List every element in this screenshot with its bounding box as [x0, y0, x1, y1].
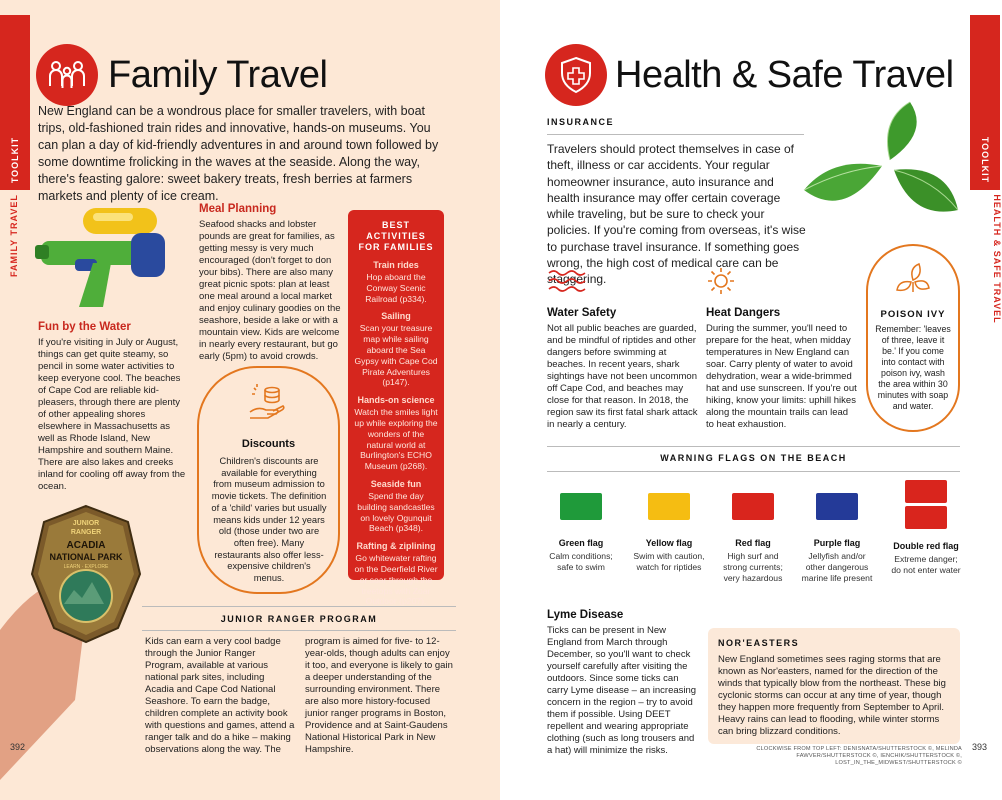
activity-text: Scan your treasure map while sailing aboard the Sea Gypsy with Cape Cod Pirate Adventures (p147).: [354, 323, 438, 388]
flag-name: Green flag: [558, 538, 604, 548]
photo-credits: CLOCKWISE FROM TOP LEFT: DENISNATA/SHUTTERSTOCK ©, MELINDA FAWVER/SHUTTERSTOCK ©, IENCHIK/SHUTTERSTOCK ©, LOST_IN_THE_MIDWEST/SHUTTERSTOCK ©: [756, 746, 962, 766]
activity-name: Sailing: [381, 311, 411, 322]
noreasters-heading: NOR'EASTERS: [718, 638, 800, 648]
badge-line-3: ACADIA: [66, 540, 106, 551]
lyme-disease-text: Ticks can be present in New England from March through December, so you'll want to check yourself carefully after visiting the outdoors. Since some ticks can carry Lyme disease – an increasing concern in the region – try to avoid them if possible. Using DEET repellent and wearing appropriate clothing (such as long trousers and a hat) will minimize the risks.: [547, 625, 697, 756]
fun-by-water-heading: Fun by the Water: [38, 321, 131, 333]
heat-dangers-heading: Heat Dangers: [706, 307, 781, 319]
activity-name: Seaside fun: [370, 478, 422, 489]
health-icon-circle: [545, 44, 607, 106]
insurance-text: Travelers should protect themselves in case of theft, illness or car accidents. Your regular homeowner insurance, auto insurance and health insurance may offer certain coverage while traveling, but be sure to check your policies. If you're coming from overseas, it's wise to purchase travel insurance. If something goes wrong, the high cost of medical care can be staggering.: [547, 142, 806, 287]
flag-text: High surf and strong currents; very hazardous: [723, 551, 783, 583]
activity-text: Spend the day building sandcastles on lovely Ogunquit Beach (p348).: [357, 490, 435, 534]
best-activity-list: [348, 260, 444, 607]
fun-by-water-text: If you're visiting in July or August, things can get quite steamy, so pencil in some water activities to keep everyone cool. The beaches of Cape Cod are reliable kid-pleasers, through there are plenty of other appealing shores elsewhere in Massachusetts as well as Rhode Island, New Hampshire and southern Maine. There are also lakes and creeks inland for cooling off away from the ocean.: [38, 337, 186, 492]
page-title: Family Travel: [108, 54, 328, 96]
family-icon-circle: [36, 44, 98, 106]
toolkit-tab: [0, 15, 30, 190]
warning-flags-heading: WARNING FLAGS ON THE BEACH: [660, 453, 847, 463]
best-activities-title: BEST ACTIVITIES FOR FAMILIES: [358, 220, 434, 252]
heat-dangers-text: During the summer, you'll need to prepare for the heat, when midday temperatures in New England can soar. Carry plenty of water to avoid dehydration, wear a wide-brimmed hat and use sunscreen. If you're out hiking, know your limits: uphill hikes along the mountain trails can lead to heat exhaustion.: [706, 323, 857, 430]
waves-icon: [547, 268, 587, 294]
activity-name: Train rides: [373, 260, 419, 270]
flag-text: Calm conditions; safe to swim: [549, 551, 613, 572]
red-flag-icon: [732, 493, 774, 520]
page-number-right: 393: [972, 742, 988, 752]
junior-ranger-badge-image: [0, 500, 150, 800]
ranger-rule-bottom: [142, 630, 456, 631]
purple-flag-icon: [816, 493, 858, 520]
activity-text: Go whitewater rafting on the Deerfield River or soar through the treetops with Zoar Outdoor (p207).: [354, 553, 438, 607]
ranger-rule-top: [142, 606, 456, 607]
activity-text: Watch the smiles light up while exploring the wonders of the natural world at Burlington's ECHO Museum (p268).: [354, 407, 438, 472]
double-red-flag-icon: [905, 480, 947, 529]
junior-ranger-col-1: Kids can earn a very cool badge through the Junior Ranger Program, available at various national park sites, including Acadia and Cape Cod National Seashore. To earn the badge, children complete an activity book with questions and games, attend a ranger talk and do a hike – making observations along the way. The: [145, 636, 295, 755]
section-label: HEALTH & SAFE TRAVEL: [992, 194, 1002, 324]
activity-name: Hands-on science: [357, 395, 435, 406]
left-page: [0, 0, 500, 800]
intro-text: New England can be a wondrous place for smaller travelers, with boat trips, old-fashioned train rides and innovative, hands-on museums. You can plan a day of kid-friendly adventures in and around town followed by some downtime frolicking in the waves at the seaside. Along the way, there's feasting galore: sweet bakery treats, fresh berries at farmers markets and plenty of ice cream.: [38, 104, 439, 203]
noreasters-box: [708, 628, 960, 744]
activity-item: [348, 479, 444, 534]
poison-ivy-panel: [866, 244, 960, 432]
toolkit-tab-label: TOOLKIT: [980, 136, 990, 184]
leaf-icon: [895, 262, 931, 294]
water-safety-text: Not all public beaches are guarded, and be mindful of riptides and other dangers before swimming at beaches. In recent years, shark sightings have not been uncommon off Cape Cod, and beaches may close for that reason. In 2018, the region saw its first fatal shark attack in nearly a century.: [547, 323, 698, 430]
hand-coins-icon: [246, 382, 292, 422]
activity-name: Rafting & ziplining: [356, 541, 436, 552]
water-gun-image: [35, 203, 185, 313]
discounts-heading: Discounts: [241, 438, 296, 450]
best-activities-box: [348, 210, 444, 607]
poison-ivy-text: Remember: 'leaves of three, leave it be.' If you come into contact with poison ivy, wash the area within 30 minutes with soap and water.: [875, 324, 951, 411]
discounts-panel: [197, 366, 340, 594]
flag-item-yellow: [632, 492, 706, 573]
activity-item: [348, 260, 444, 304]
meal-planning-heading: Meal Planning: [199, 203, 277, 215]
yellow-flag-icon: [648, 493, 690, 520]
junior-ranger-col-2: program is aimed for five- to 12-year-olds, though adults can enjoy it too, and everyone is likely to gain a deeper understanding of the surrounding environment. There are also more history-focused junior ranger programs in Boston, Providence and at Saint-Gaudens National Historical Park in New Hampshire.: [305, 636, 453, 755]
insurance-rule: [547, 134, 804, 135]
flag-name: Purple flag: [813, 538, 861, 548]
activity-item: [348, 541, 444, 607]
badge-line-5: LEARN · EXPLORE: [63, 564, 109, 570]
flags-rule-top: [547, 446, 960, 447]
green-flag-icon: [560, 493, 602, 520]
flag-text: Jellyfish and/or other dangerous marine life present: [801, 551, 873, 583]
activity-text: Hop aboard the Conway Scenic Railroad (p334).: [365, 272, 427, 304]
flag-item-red: [716, 492, 790, 583]
flag-text: Swim with caution, watch for riptides: [633, 551, 705, 572]
shield-cross-icon: [545, 44, 607, 106]
toolkit-tab-label: TOOLKIT: [10, 136, 20, 184]
lyme-disease-heading: Lyme Disease: [547, 609, 624, 621]
activity-item: [348, 311, 444, 388]
water-safety-heading: Water Safety: [547, 307, 617, 319]
poison-ivy-leaves-image: [800, 100, 960, 250]
flag-item-purple: [800, 492, 874, 583]
poison-ivy-heading: POISON IVY: [880, 309, 946, 320]
badge-line-4: NATIONAL PARK: [49, 552, 123, 562]
sun-icon: [706, 266, 736, 296]
right-page: [500, 0, 1000, 800]
flag-item-green: [544, 492, 618, 573]
activity-item: [348, 395, 444, 472]
flag-item-double-red: [889, 480, 963, 576]
page-number-left: 392: [10, 742, 26, 752]
meal-planning-text: Seafood shacks and lobster pounds are great for families, as getting messy is very much encouraged (don't forget to don your bibs). There are also many great picnic spots: plan at least one meal around a local market and enjoy culinary goodies on the seashore, beside a lake or with a mountain view. Kids are welcome in nearly every restaurant, but go early (5pm) to avoid crowds.: [199, 219, 341, 362]
flag-name: Yellow flag: [645, 538, 693, 548]
noreasters-text: New England sometimes sees raging storms that are known as Nor'easters, named for the direction of the winds that typically blow from the northeast. These big cyclonic storms can occur at any time of year, though they happen more frequently from September to April. Heavy rains can lead to flooding, while winter storms can bring blizzard conditions.: [718, 654, 946, 737]
section-label: FAMILY TRAVEL: [9, 194, 19, 277]
flag-name: Double red flag: [893, 541, 959, 551]
family-icon: [36, 44, 98, 106]
insurance-heading: INSURANCE: [547, 117, 615, 127]
flag-name: Red flag: [735, 538, 771, 548]
flag-text: Extreme danger; do not enter water: [891, 554, 961, 575]
badge-line-2: RANGER: [70, 529, 102, 536]
flags-rule-bottom: [547, 471, 960, 472]
badge-line-1: JUNIOR: [72, 520, 100, 527]
page-title: Health & Safe Travel: [615, 54, 954, 96]
junior-ranger-heading: JUNIOR RANGER PROGRAM: [220, 614, 378, 624]
discounts-text: Children's discounts are available for everything from museum admission to movie tickets. The definition of a 'child' varies but usually means kids under 12 years old (those under two are often free). Many restaurants also offer less-expensive children's menus.: [211, 456, 327, 584]
toolkit-tab: [970, 15, 1000, 190]
